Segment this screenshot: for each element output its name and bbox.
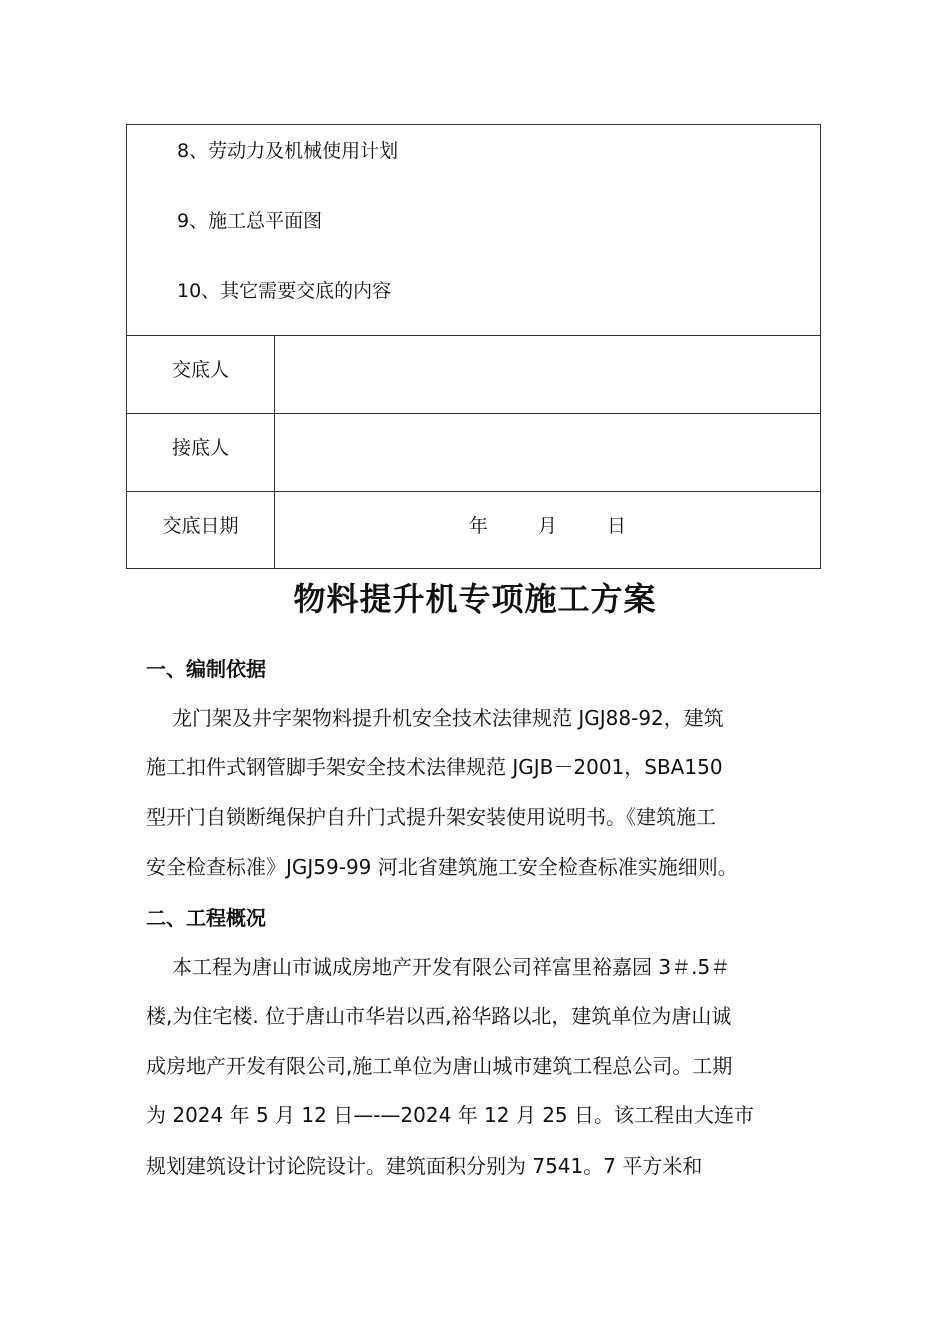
presenter-row: [127, 336, 820, 414]
paragraph-line: 为 2024 年 5 月 12 日—-—2024 年 12 月 25 日。该工程由大连市: [146, 1103, 755, 1127]
receiver-label: 接底人: [127, 414, 275, 491]
presenter-value: [275, 336, 820, 413]
date-row: [127, 492, 820, 568]
presenter-label: 交底人: [127, 336, 275, 413]
date-label: 交底日期: [127, 492, 275, 568]
paragraph-line: 本工程为唐山市诚成房地产开发有限公司祥富里裕嘉园 3＃.5＃: [172, 955, 731, 979]
section-heading: 一、编制依据: [146, 657, 266, 681]
item-list: [127, 125, 820, 336]
receiver-value: [275, 414, 820, 491]
document-title: 物料提升机专项施工方案: [293, 580, 657, 618]
list-item: 10、其它需要交底的内容: [177, 280, 392, 302]
date-month: 月: [537, 515, 557, 537]
paragraph-line: 成房地产开发有限公司,施工单位为唐山城市建筑工程总公司。工期: [146, 1054, 733, 1078]
paragraph-line: 楼,为住宅楼. 位于唐山市华岩以西,裕华路以北，建筑单位为唐山诚: [146, 1004, 732, 1028]
paragraph-line: 型开门自锁断绳保护自升门式提升架安装使用说明书。《建筑施工: [146, 805, 716, 829]
date-year: 年: [468, 515, 488, 537]
paragraph-line: 规划建筑设计讨论院设计。建筑面积分别为 7541。7 平方米和: [146, 1154, 703, 1178]
handover-table: [126, 124, 821, 569]
paragraph-line: 安全检查标准》JGJ59-99 河北省建筑施工安全检查标准实施细则。: [146, 855, 738, 879]
date-day: 日: [607, 515, 627, 537]
paragraph-line: 龙门架及井字架物料提升机安全技术法律规范 JGJ88-92，建筑: [172, 706, 724, 730]
list-item: 8、劳动力及机械使用计划: [177, 140, 399, 162]
date-value: [275, 492, 820, 568]
list-item: 9、施工总平面图: [177, 210, 323, 232]
paragraph-line: 施工扣件式钢管脚手架安全技术法律规范 JGJB－2001，SBA150: [146, 755, 723, 779]
receiver-row: [127, 414, 820, 492]
section-heading: 二、工程概况: [146, 906, 266, 930]
